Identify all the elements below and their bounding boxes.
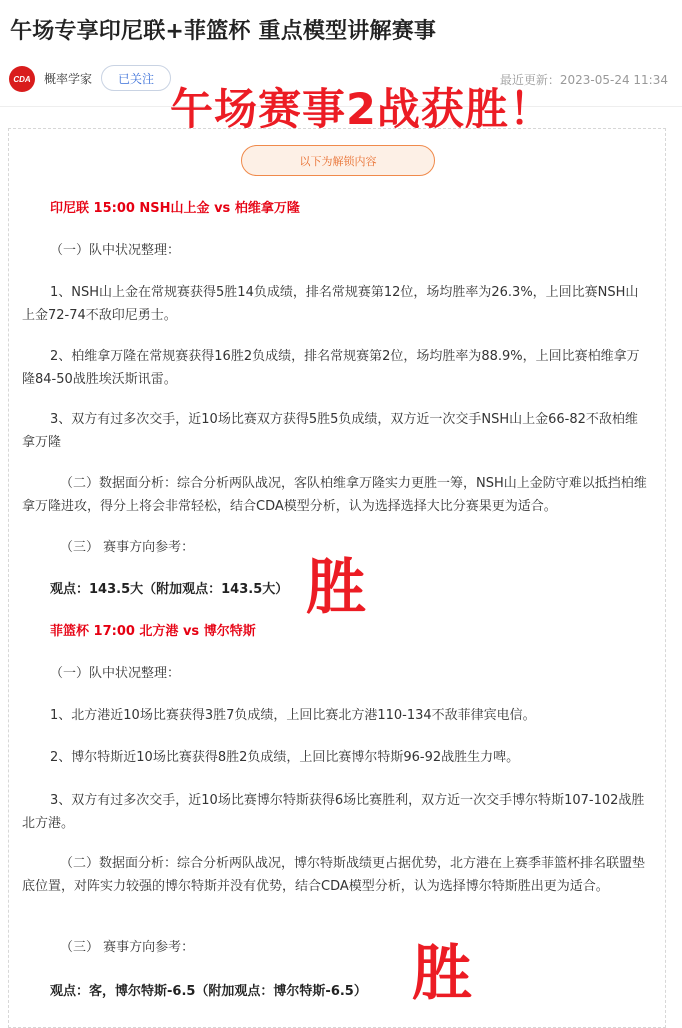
match2-section-status: （一）队中状况整理： (50, 666, 181, 681)
match1-view: 观点：143.5大（附加观点：143.5大） (50, 582, 289, 597)
match1-data-analysis: （二）数据面分析：综合分析两队战况，客队柏维拿万隆实力更胜一筹，NSH山上金防守难以抵挡柏维拿万隆进攻，得分上将会非常轻松，结合CDA模型分析，认为选择选择大比分赛果更为适合。 (22, 476, 647, 514)
follow-button[interactable]: 已关注 (101, 65, 171, 91)
page-title: 午场专享印尼联+菲篮杯 重点模型讲解赛事 (10, 19, 437, 44)
author-avatar[interactable] (9, 66, 35, 92)
unlock-content-button[interactable]: 以下为解锁内容 (241, 145, 435, 176)
match1-point-1: 1、NSH山上金在常规赛获得5胜14负成绩，排名常规赛第12位，场均胜率为26.3%，上回比赛NSH山上金72-74不敌印尼勇士。 (22, 285, 639, 323)
match2-point-2: 2、博尔特斯近10场比赛获得8胜2负成绩，上回比赛博尔特斯96-92战胜生力啤。 (50, 750, 520, 765)
match2-view: 观点：客，博尔特斯-6.5（附加观点：博尔特斯-6.5） (50, 984, 367, 999)
author-name[interactable]: 概率学家 (44, 72, 93, 86)
match1-heading: 印尼联 15:00 NSH山上金 vs 柏维拿万隆 (50, 201, 300, 216)
match1-section-reference: （三） 赛事方向参考： (60, 540, 195, 555)
match2-section-reference: （三） 赛事方向参考： (60, 940, 195, 955)
overlay-banner: 午场赛事2战获胜！ (170, 85, 553, 135)
match2-point-3: 3、双方有过多次交手，近10场比赛博尔特斯获得6场比赛胜利，双方近一次交手博尔特斯107-102战胜北方港。 (22, 793, 645, 831)
updated-timestamp: 最近更新：2023-05-24 11:34 (499, 73, 668, 87)
match1-result-stamp: 胜 (306, 553, 366, 623)
match1-point-2: 2、柏维拿万隆在常规赛获得16胜2负成绩，排名常规赛第2位，场均胜率为88.9%，上回比赛柏维拿万隆84-50战胜埃沃斯讯雷。 (22, 349, 640, 387)
match2-result-stamp: 胜 (412, 939, 472, 1009)
match2-point-1: 1、北方港近10场比赛获得3胜7负成绩，上回比赛北方港110-134不敌菲律宾电信。 (50, 708, 536, 723)
match2-data-analysis: （二）数据面分析：综合分析两队战况，博尔特斯战绩更占据优势，北方港在上赛季菲篮杯排名联盟垫底位置，对阵实力较强的博尔特斯并没有优势，结合CDA模型分析，认为选择博尔特斯胜出更为适合。 (22, 856, 646, 894)
match1-section-status: （一）队中状况整理： (50, 243, 181, 258)
avatar-logo-text: CDA (13, 74, 31, 84)
match1-point-3: 3、双方有过多次交手，近10场比赛双方获得5胜5负成绩，双方近一次交手NSH山上金66-82不敌柏维拿万隆 (22, 412, 638, 450)
match2-heading: 菲篮杯 17:00 北方港 vs 博尔特斯 (50, 624, 256, 639)
